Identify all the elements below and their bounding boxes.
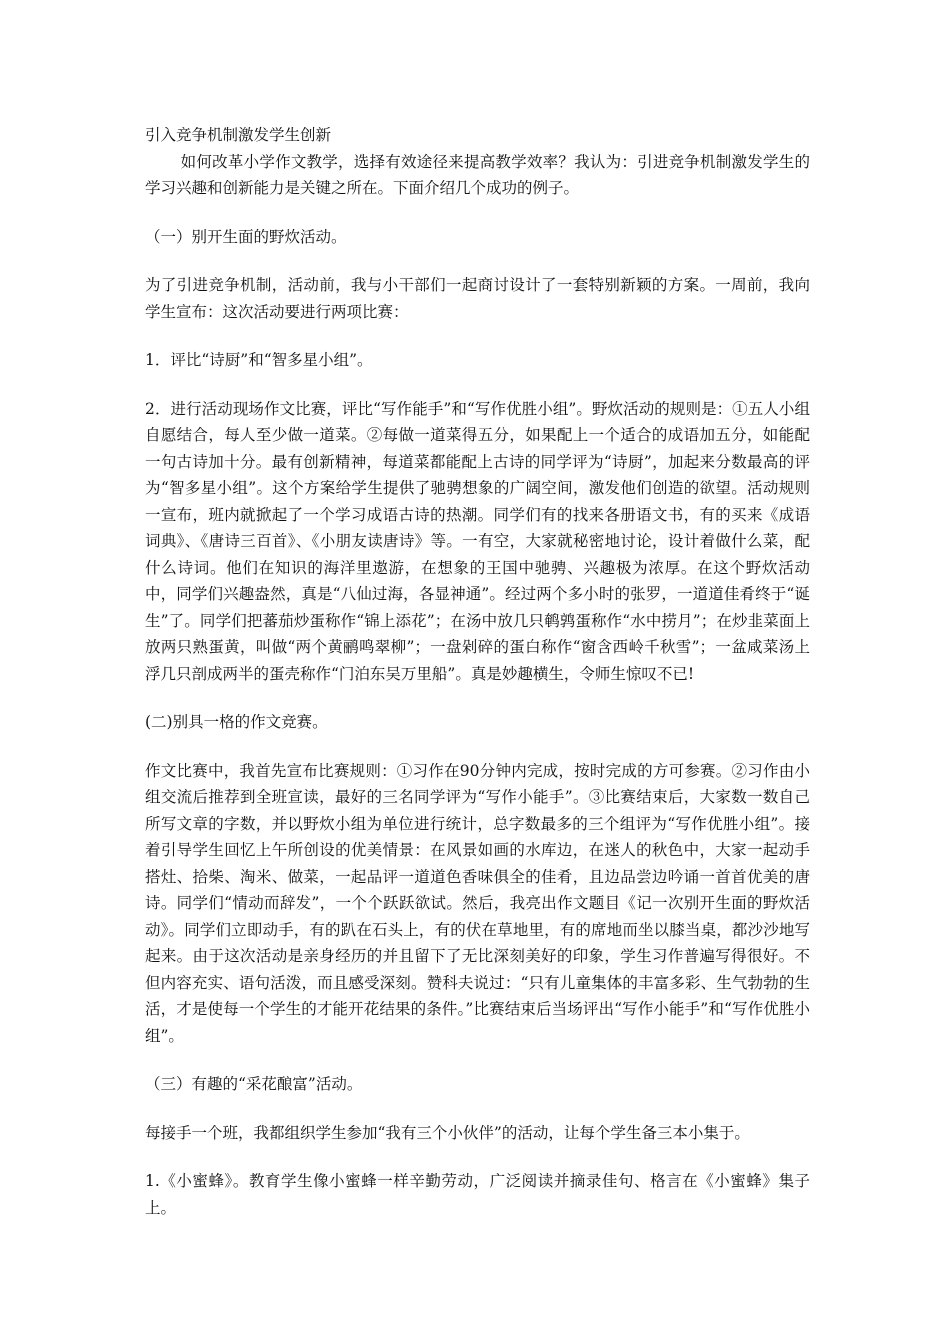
intro-paragraph: 如何改革小学作文教学，选择有效途径来提高教学效率？我认为：引进竞争机制激发学生的学习兴趣和创新能力是关键之所在。下面介绍几个成功的例子。 [145, 152, 810, 197]
section-1-heading: （一）别开生面的野炊活动。 [145, 227, 347, 246]
section-1-item-2: 2．进行活动现场作文比赛，评比“写作能手”和“写作优胜小组”。野炊活动的规则是：①五人小组自愿结合，每人至少做一道菜。②每做一道菜得五分，如果配上一个适合的成语加五分，如能配一句古诗加十分。最有创新精神，每道菜都能配上古诗的同学评为“诗厨”，加起来分数最高的评为“智多星小组”。这个方案给学生提供了驰骋想象的广阔空间，激发他们创造的欲望。活动规则一宣布，班内就掀起了一个学习成语古诗的热潮。同学们有的找来各册语文书，有的买来《成语词典》、《唐诗三百首》、《小朋友读唐诗》等。一有空，大家就秘密地讨论，设计着做什么菜，配什么诗词。他们在知识的海洋里遨游，在想象的王国中驰骋、兴趣极为浓厚。在这个野炊活动中，同学们兴趣盎然，真是“八仙过海，各显神通”。经过两个多小时的张罗，一道道佳肴终于“诞生”了。同学们把蕃茄炒蛋称作“锦上添花”；在汤中放几只鹌鹑蛋称作“水中捞月”；在炒韭菜面上放两只熟蛋黄，叫做“两个黄鹂鸣翠柳”；一盘剁碎的蛋白称作“窗含西岭千秋雪”；一盆咸菜汤上浮几只剖成两半的蛋壳称作“门泊东吴万里船”。真是妙趣横生，令师生惊叹不已! [145, 399, 810, 683]
section-2-heading: (二)别具一格的作文竞赛。 [145, 713, 328, 731]
section-3-item-1: 1.《小蜜蜂》。教育学生像小蜜蜂一样辛勤劳动，广泛阅读并摘录佳句、格言在《小蜜蜂》集子上。 [145, 1172, 810, 1217]
document-page [145, 122, 810, 1221]
section-3-heading: （三）有趣的“采花酿富”活动。 [145, 1075, 363, 1093]
section-1-paragraph: 为了引进竞争机制，活动前，我与小干部们一起商讨设计了一套特别新颖的方案。一周前，我向学生宣布：这次活动要进行两项比赛： [145, 276, 810, 321]
document-title: 引入竞争机制激发学生创新 [145, 126, 332, 144]
section-2-paragraph: 作文比赛中，我首先宣布比赛规则：①习作在90分钟内完成，按时完成的方可参赛。②习作由小组交流后推荐到全班宣读，最好的三名同学评为“写作小能手”。③比赛结束后，大家数一数自己所写文章的字数，并以野炊小组为单位进行统计，总字数最多的三个组评为“写作优胜小组”。接着引导学生回忆上午所创设的优美情景：在风景如画的水库边，在迷人的秋色中，大家一起动手搭灶、拾柴、淘米、做菜，一起品评一道道色香味俱全的佳肴，且边品尝边吟诵一首首优美的唐诗。同学们“情动而辞发”，一个个跃跃欲试。然后，我亮出作文题目《记一次别开生面的野炊活动》。同学们立即动手，有的趴在石头上，有的伏在草地里，有的席地而坐以膝当桌，都沙沙地写起来。由于这次活动是亲身经历的并且留下了无比深刻美好的印象，学生习作普遍写得很好。不但内容充实、语句活泼，而且感受深刻。赞科夫说过：“只有儿童集体的丰富多彩、生气勃勃的生活，才是使每一个学生的才能开花结果的条件。”比赛结束后当场评出“写作小能手”和“写作优胜小组”。 [145, 761, 810, 1045]
section-3-paragraph: 每接手一个班，我都组织学生参加“我有三个小伙伴”的活动，让每个学生备三本小集于。 [145, 1123, 750, 1142]
section-1-item-1: 1．评比“诗厨”和“智多星小组”。 [145, 351, 373, 369]
